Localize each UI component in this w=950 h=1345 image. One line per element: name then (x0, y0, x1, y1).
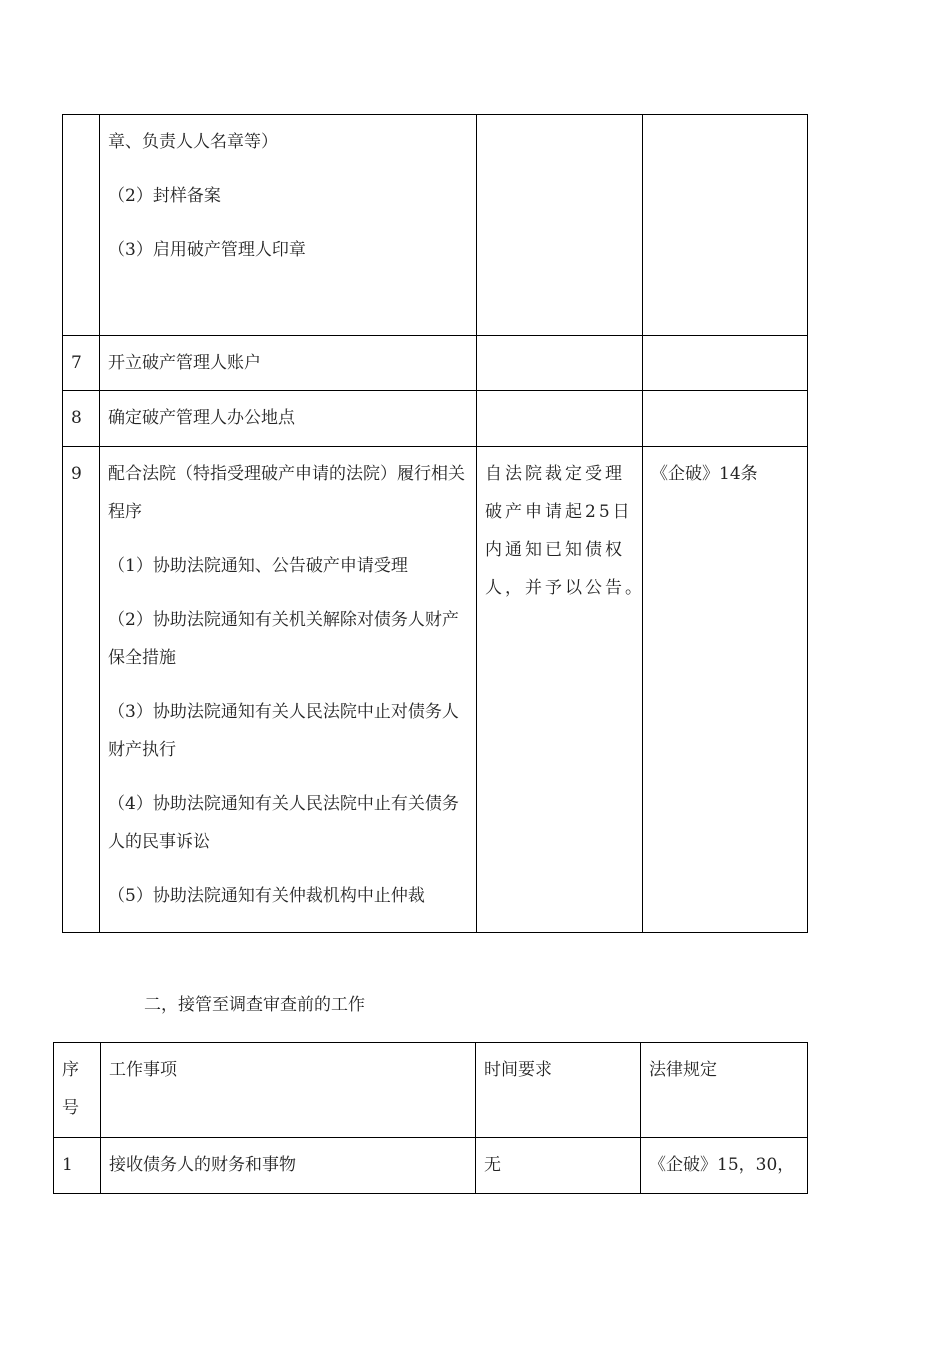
task-cell: 接收债务人的财务和事物 (101, 1138, 476, 1194)
task-line: 章、负责人人名章等） (108, 132, 278, 152)
task-cell (100, 115, 477, 336)
time-line: 自法院裁定受理 (485, 464, 625, 484)
task-cell: 确定破产管理人办公地点 (100, 391, 477, 447)
table-row (63, 336, 808, 391)
header-seq: 序号 (54, 1043, 101, 1138)
law-cell (643, 115, 808, 336)
law-cell (643, 391, 808, 447)
task-line: （3）协助法院通知有关人民法院中止对债务人财产执行 (108, 702, 459, 760)
table-header-row (54, 1043, 808, 1138)
header-time: 时间要求 (476, 1043, 641, 1138)
task-line: （5）协助法院通知有关仲裁机构中止仲裁 (108, 886, 425, 906)
seq-cell: 1 (54, 1138, 101, 1194)
table-row (63, 391, 808, 447)
header-task: 工作事项 (101, 1043, 476, 1138)
table-row (54, 1138, 808, 1194)
law-cell (643, 336, 808, 391)
seq-cell: 9 (63, 447, 100, 933)
time-cell (477, 336, 643, 391)
time-line: 破产申请起25日 (485, 502, 633, 522)
time-line: 人，并予以公告。 (485, 578, 645, 598)
time-cell (477, 115, 643, 336)
task-line: （1）协助法院通知、公告破产申请受理 (108, 556, 408, 576)
time-cell (477, 447, 643, 933)
table-row (63, 115, 808, 336)
task-line: （2）封样备案 (108, 186, 221, 206)
seq-cell: 8 (63, 391, 100, 447)
task-line: 配合法院（特指受理破产申请的法院）履行相关程序 (108, 464, 465, 522)
header-law: 法律规定 (641, 1043, 808, 1138)
table-row (63, 447, 808, 933)
time-line: 内通知已知债权 (485, 540, 625, 560)
law-cell: 《企破》14条 (643, 447, 808, 933)
time-cell: 无 (476, 1138, 641, 1194)
task-line: （2）协助法院通知有关机关解除对债务人财产保全措施 (108, 610, 459, 668)
task-cell: 开立破产管理人账户 (100, 336, 477, 391)
task-line: （3）启用破产管理人印章 (108, 240, 306, 260)
seq-cell: 7 (63, 336, 100, 391)
section-heading: 二，接管至调查审查前的工作 (144, 995, 365, 1015)
task-cell (100, 447, 477, 933)
work-table-1 (62, 114, 808, 933)
time-cell (477, 391, 643, 447)
task-line: （4）协助法院通知有关人民法院中止有关债务人的民事诉讼 (108, 794, 459, 852)
law-cell: 《企破》15，30， (641, 1138, 808, 1194)
work-table-2 (53, 1042, 808, 1194)
seq-cell (63, 115, 100, 336)
